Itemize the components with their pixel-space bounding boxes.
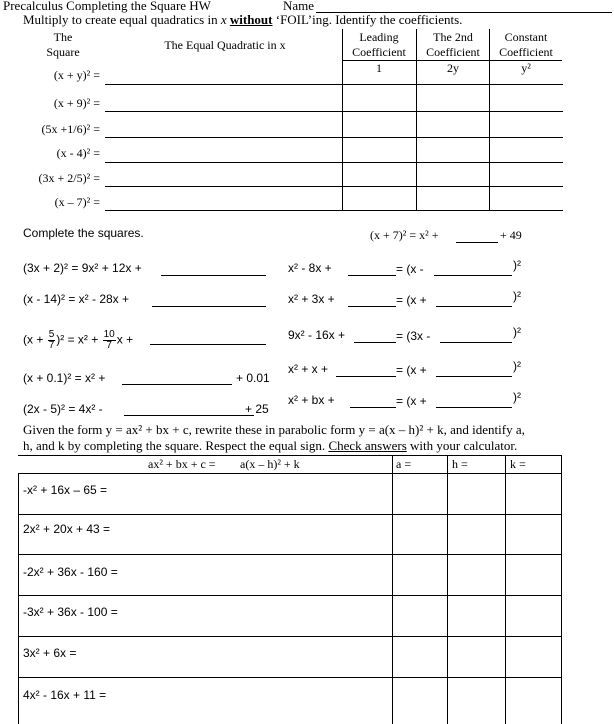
row-rule-6 [105, 210, 563, 211]
name-label: Name [283, 0, 315, 13]
example-square-right: + 49 [500, 228, 522, 242]
constant-header-2: Coefficient [499, 45, 553, 59]
form-instructions-1: Given the form y = ax² + bx + c, rewrite these in parabolic form y = a(x – h)² + k, and identify a, [23, 422, 525, 437]
square-row-6: (x – 7)² = [54, 195, 100, 209]
complete-left-blank-5[interactable] [124, 415, 254, 416]
complete-right-4: x² + x + [288, 362, 329, 376]
complete-right-2: x² + 3x + [288, 292, 335, 306]
form-row-5: 3x² + 6x = [23, 646, 77, 660]
complete-left-blank-4[interactable] [122, 384, 232, 385]
complete-right-1: x² - 8x + [288, 261, 332, 275]
complete-left-tail-5: + 25 [245, 402, 269, 416]
complete-right-blank-5a[interactable] [350, 407, 396, 408]
square-header-2: Square [46, 45, 80, 59]
table2-col-a [392, 455, 393, 724]
complete-right-close-1: )² [513, 258, 521, 272]
instructions: Multiply to create equal quadratics in x without ‘FOIL’ing. Identify the coefficients. [23, 12, 463, 27]
complete-right-close-5: )² [513, 390, 521, 404]
h-header: h = [452, 457, 468, 471]
worksheet-title: Precalculus Completing the Square HW [3, 0, 211, 13]
square-row-2: (x + 9)² = [53, 96, 100, 110]
table2-right-edge [561, 455, 562, 724]
form-instructions-2: h, and k by completing the square. Respect the equal sign. Check answers with your calculator. [23, 438, 518, 453]
complete-left-2: (x - 14)² = x² - 28x + [23, 292, 130, 306]
a-header: a = [396, 457, 412, 471]
std-form-header: ax² + bx + c = [148, 457, 216, 471]
form-row-6: 4x² - 16x + 11 = [23, 688, 107, 702]
col-rule-2 [416, 29, 417, 211]
table-header-rule [343, 60, 562, 61]
complete-right-close-3: )² [513, 325, 521, 339]
square-header-1: The [53, 30, 73, 44]
col-rule-3 [489, 29, 490, 211]
table2-col-k [505, 455, 506, 724]
example-leading: 1 [376, 61, 382, 75]
row-rule-5 [105, 186, 563, 187]
table2-col-h [447, 455, 448, 724]
complete-right-eq-5: = (x + [396, 394, 427, 408]
example-constant: y² [521, 61, 531, 75]
equal-quadratic-header: The Equal Quadratic in x [164, 38, 286, 52]
table2-row-rule-3 [18, 595, 562, 596]
complete-squares-label: Complete the squares. [23, 226, 144, 240]
row-rule-4 [105, 162, 563, 163]
complete-right-eq-3: = (3x - [396, 329, 431, 343]
check-answers-link[interactable]: Check answers [328, 438, 407, 453]
square-row-3: (5x +1/6)² = [41, 122, 100, 136]
leading-header-2: Coefficient [352, 45, 406, 59]
row-rule-3 [105, 137, 563, 138]
complete-right-3: 9x² - 16x + [288, 328, 346, 342]
col-rule-1 [342, 29, 343, 211]
example-second: 2y [447, 61, 459, 75]
complete-right-blank-1b[interactable] [434, 275, 512, 276]
complete-right-blank-5b[interactable] [436, 407, 512, 408]
k-header: k = [510, 457, 526, 471]
table2-row-rule-4 [18, 636, 562, 637]
table2-row-rule-2 [18, 554, 562, 555]
example-blank[interactable] [456, 242, 498, 243]
constant-header-1: Constant [504, 30, 548, 44]
complete-right-blank-3a[interactable] [354, 342, 396, 343]
table2-row-rule-5 [18, 677, 562, 678]
complete-right-blank-1a[interactable] [348, 275, 396, 276]
complete-left-1: (3x + 2)² = 9x² + 12x + [23, 261, 142, 275]
form-row-4: -3x² + 36x - 100 = [23, 605, 118, 619]
second-header-2: Coefficient [426, 45, 480, 59]
complete-left-3: (x + $\frac{5}{7}$ )² = x² + $\frac{10}{7}$ x + [23, 329, 134, 351]
complete-left-blank-1[interactable] [161, 275, 266, 276]
row-rule-1 [105, 84, 563, 85]
complete-right-blank-2a[interactable] [348, 306, 396, 307]
table2-header-rule [18, 473, 562, 474]
vertex-form-header: a(x – h)² + k [240, 457, 300, 471]
complete-right-blank-3b[interactable] [440, 342, 512, 343]
complete-left-5: (2x - 5)² = 4x² - [23, 402, 103, 416]
complete-right-eq-1: = (x - [396, 262, 424, 276]
table2-left-edge [18, 473, 19, 724]
complete-right-5: x² + bx + [288, 393, 335, 407]
form-row-2: 2x² + 20x + 43 = [23, 522, 111, 536]
complete-right-eq-2: = (x + [396, 293, 427, 307]
square-row-1: (x + y)² = [53, 68, 100, 82]
table2-top-rule [18, 455, 562, 456]
complete-left-blank-2[interactable] [152, 306, 266, 307]
second-header-1: The 2nd [433, 30, 473, 44]
complete-right-eq-4: = (x + [396, 363, 427, 377]
leading-header-1: Leading [359, 30, 399, 44]
row-rule-2 [105, 111, 563, 112]
complete-right-blank-4b[interactable] [436, 376, 512, 377]
square-row-5: (3x + 2/5)² = [38, 171, 100, 185]
example-square-left: (x + 7)² = x² + [370, 228, 439, 242]
complete-left-blank-3[interactable] [150, 344, 266, 345]
complete-right-blank-2b[interactable] [436, 306, 512, 307]
table2-row-rule-1 [18, 514, 562, 515]
complete-left-tail-4: + 0.01 [236, 371, 270, 385]
complete-left-4: (x + 0.1)² = x² + [23, 371, 106, 385]
complete-right-blank-4a[interactable] [336, 376, 396, 377]
form-row-3: -2x² + 36x - 160 = [23, 565, 118, 579]
form-row-1: -x² + 16x – 65 = [23, 483, 108, 497]
complete-right-close-4: )² [513, 359, 521, 373]
complete-right-close-2: )² [513, 289, 521, 303]
square-row-4: (x - 4)² = [56, 146, 100, 160]
